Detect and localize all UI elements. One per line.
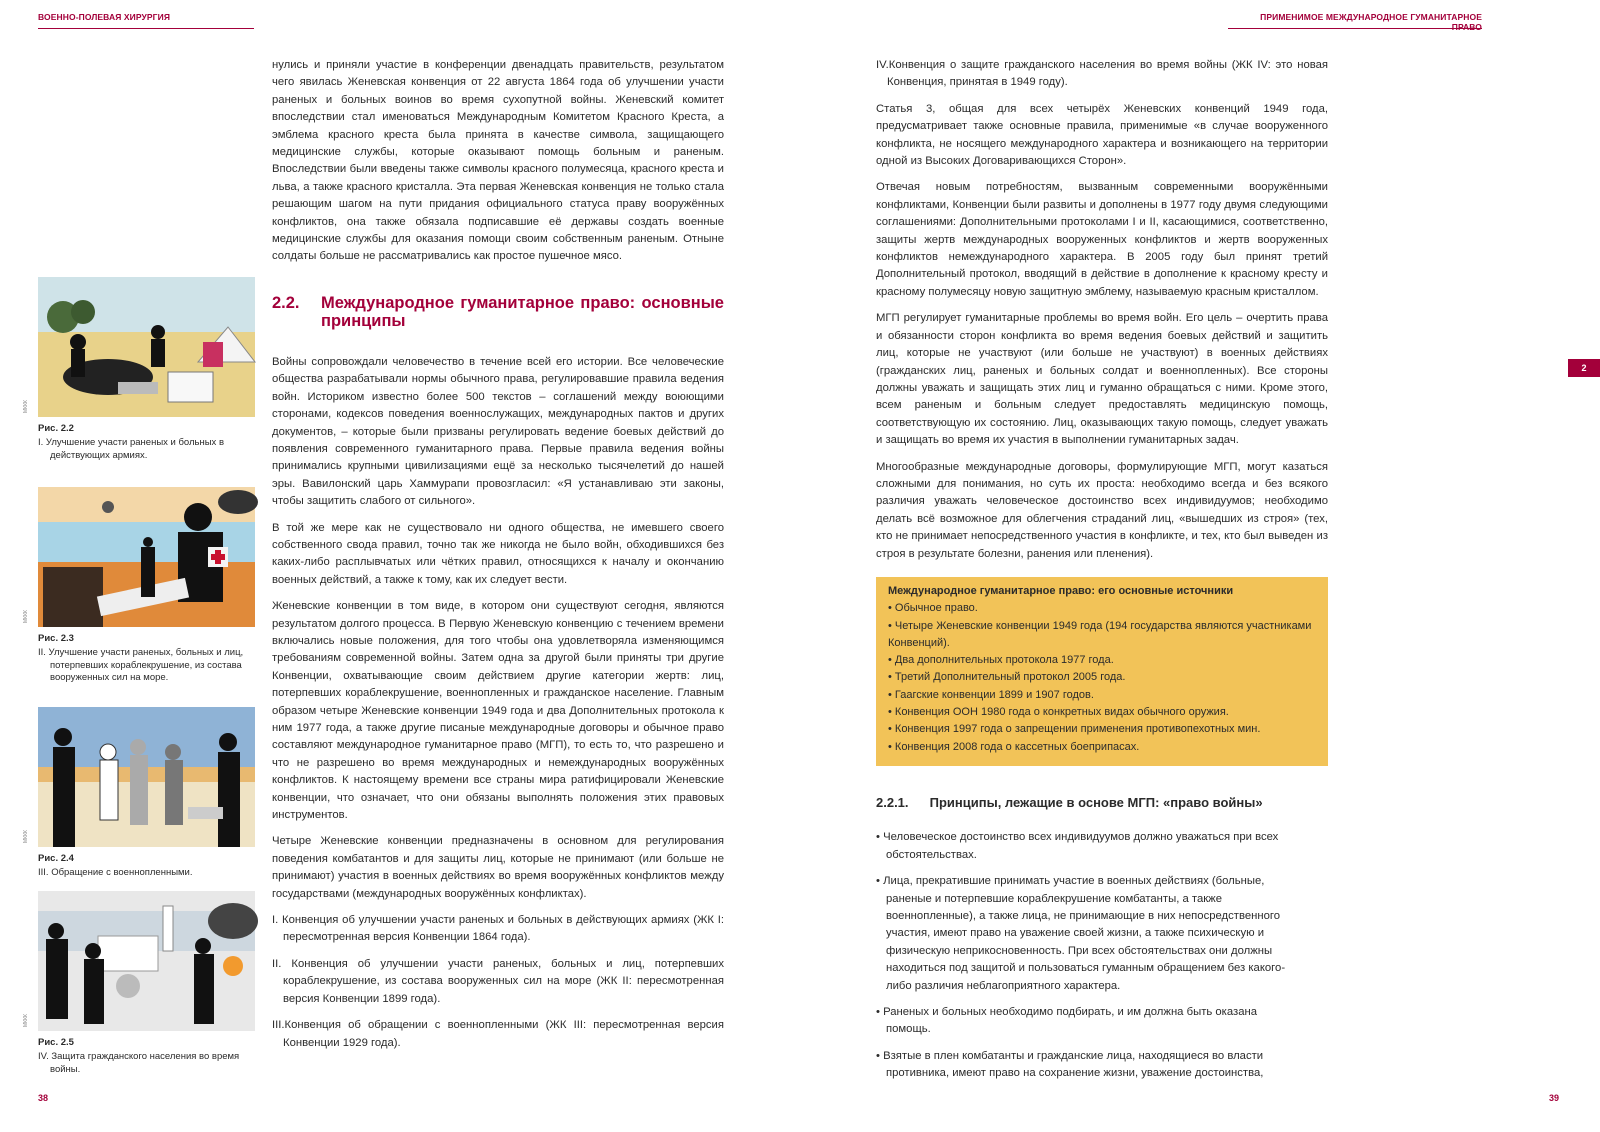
subsection-title: Принципы, лежащие в основе МГП: «право войны» bbox=[929, 794, 1263, 810]
subsection-number: 2.2.1. bbox=[876, 794, 909, 810]
section-title: Международное гуманитарное право: основные принципы bbox=[321, 293, 724, 330]
figure-image-wounded-in-field bbox=[23, 277, 255, 417]
sources-item: • Конвенция ООН 1980 года о конкретных видах обычного оружия. bbox=[888, 706, 1229, 719]
figure-label: Рис. 2.2 bbox=[38, 423, 74, 434]
right-page-body bbox=[876, 57, 1328, 1092]
paragraph: Женевские конвенции в том виде, в котором они существуют сегодня, являются результатом долгого процесса. В Первую Женевскую конвенцию с течением времени включались новые положения, для того чтобы она удовлетворяла изменяющимся требованиям современной войны. Затем одна за другой были приняты три другие Конвенции, охватывающие своим действием другие категории жертв: лиц, потерпевших кораблекрушение, военнопленных и гражданское население. Главным образом четыре Женевские конвенции 1949 года и два Дополнительных протокола к ним 1977 года, а также другие писаные международные договоры и обычное право составляют международное гуманитарное право (МГП), то есть то, что разрешено и что не разрешено во время международных и немеждународных вооружённых конфликтов. К настоящему времени все страны мира ратифицировали Женевские конвенции, что означает, что они обязаны выполнять положения этих правовых инструментов. bbox=[272, 600, 724, 822]
section-number: 2.2. bbox=[272, 293, 300, 312]
figure-label: Рис. 2.5 bbox=[38, 1037, 74, 1048]
figure-image-prisoners-of-war bbox=[23, 707, 255, 847]
paragraph: Четыре Женевские конвенции предназначены в основном для регулирования поведения комбатантов и для защиты лиц, которые не принимают (или больше не принимают) участия в военных действиях во время вооружённых конфликтов между государствами (международных вооружённых конфликтах). bbox=[272, 835, 724, 900]
sources-item: • Два дополнительных протокола 1977 года. bbox=[888, 654, 1114, 667]
paragraph: Отвечая новым потребностям, вызванным современными вооружёнными конфликтами, Конвенции были развиты и дополнены в 1977 году двумя следующими соглашениями: Дополнительными протоколами I и II, касающимися, соответственно, защиты жертв международных вооруженных конфликтов и жертв вооруженных конфликтов немеждународного характера. В 2005 году был принят третий Дополнительный протокол, вводящий в действие в дополнение к красному кресту и красному полумесяцу новую защитную эмблему, называемую красным кристаллом. bbox=[876, 181, 1328, 298]
chapter-tab: 2 bbox=[1568, 359, 1600, 377]
page-number-right: 39 bbox=[1549, 1093, 1560, 1103]
section-heading bbox=[272, 294, 724, 330]
paragraph: Войны сопровождали человечество в течение всей его истории. Все человеческие общества разрабатывали нормы обычного права, регулировавшие правила ведения войн. Историком известно более 500 текстов – соглашений между воюющими сторонами, кодексов поведения военнослужащих, международных пактов и других документов, – которые были призваны регулировать ведение боевых действий до появления современного гуманитарного права. Первые правила ведения войны принимались крупными цивилизациями ещё за несколько тысячелетий до нашей эры. Вавилонский царь Хаммурапи провозгласил: «Я устанавливаю эти законы, чтобы защитить слабого от сильного». bbox=[272, 355, 724, 508]
figure-caption: II. Улучшение участи раненых, больных и лиц, потерпевших кораблекрушение, из состава вооруженных сил на море. bbox=[38, 647, 244, 683]
figure-label: Рис. 2.4 bbox=[38, 853, 74, 864]
figure-image-shipwrecked bbox=[23, 487, 255, 627]
sources-item: • Обычное право. bbox=[888, 602, 978, 615]
figure-credit: МККК bbox=[23, 1014, 29, 1027]
convention-list-item: I. Конвенция об улучшении участи раненых и больных в действующих армиях (ЖК I: пересмотренная версия Конвенции 1864 года). bbox=[272, 914, 724, 944]
page-number-left: 38 bbox=[38, 1093, 49, 1103]
figure-2-4 bbox=[23, 707, 255, 880]
figure-2-3 bbox=[23, 487, 255, 685]
sources-box-title: Международное гуманитарное право: его основные источники bbox=[888, 584, 1234, 597]
figure-credit: МККК bbox=[23, 610, 29, 623]
convention-list-item: III.Конвенция об обращении с военнопленными (ЖК III: пересмотренная версия Конвенции 1929 года). bbox=[272, 1019, 724, 1049]
left-page-body bbox=[272, 57, 724, 1061]
sources-item: • Гаагские конвенции 1899 и 1907 годов. bbox=[888, 688, 1094, 701]
principle-bullet: • Взятые в плен комбатанты и гражданские лица, находящиеся во власти противника, имеют право на сохранение жизни, уважение достоинства, bbox=[876, 1049, 1264, 1080]
paragraph: МГП регулирует гуманитарные проблемы во время войн. Его цель – очертить права и обязанности сторон конфликта во время ведения боевых действий и защитить лиц, которые не участвуют (или больше не участвуют) в военных действиях (гражданских лиц, раненых и больных солдат и военнопленных). Все стороны должны уважать и защищать этих лиц и гуманно обращаться с ними. Кроме этого, всем раненым и больным следует предоставлять медицинскую помощь, соответствующую их состоянию. Лиц, оказывающих такую помощь, следует уважать и защищать во время их участия в выполнении гуманитарных задач. bbox=[876, 312, 1328, 447]
convention-list-item: IV.Конвенция о защите гражданского населения во время войны (ЖК IV: это новая Конвенция, принятая в 1949 году). bbox=[876, 59, 1328, 89]
figure-caption: I. Улучшение участи раненых и больных в действующих армиях. bbox=[38, 437, 224, 461]
principle-bullet: • Раненых и больных необходимо подбирать, и им должна быть оказана помощь. bbox=[876, 1006, 1258, 1036]
paragraph: нулись и приняли участие в конференции двенадцать правительств, результатом чего явилась Женевская конвенция от 22 августа 1864 года об улучшении участи раненых и больных воинов во время сухопутной войны. Женевский комитет впоследствии стал именоваться Международным Комитетом Красного Креста, а эмблема красного креста была принята в качестве символа, защищающего медицинские службы, которые оказывают помощь больным и раненым. Впоследствии были введены также символы красного полумесяца, красного креста и льва, а также красного кристалла. Эта первая Женевская конвенция не только стала решающим шагом на пути придания официального статуса праву вооружённых конфликтов, она также обязала подписавшие её державы создать военные медицинские службы для оказания помощи своим собственным раненым. Отныне солдаты больше не рассматривались как простое пушечное мясо. bbox=[272, 59, 724, 263]
figure-caption: IV. Защита гражданского населения во время войны. bbox=[38, 1051, 240, 1075]
figure-image-civilians bbox=[23, 891, 255, 1031]
running-header-right: ПРИМЕНИМОЕ МЕЖДУНАРОДНОЕ ГУМАНИТАРНОЕ ПРАВО bbox=[1228, 12, 1482, 29]
convention-list-item: II. Конвенция об улучшении участи раненых, больных и лиц, потерпевших кораблекрушение, из состава вооруженных сил на море (ЖК II: пересмотренная версия Конвенции 1899 года). bbox=[272, 957, 724, 1005]
figure-credit: МККК bbox=[23, 400, 29, 413]
sources-item: • Четыре Женевские конвенции 1949 года (194 государства являются участниками Конвенций). bbox=[888, 619, 1312, 649]
paragraph: Многообразные международные договоры, формулирующие МГП, могут казаться сложными для понимания, но суть их проста: необходимо всегда и без всякого различия уважать человеческое достоинство всех индивидуумов; необходимо делать всё возможное для облегчения страданий лиц, «вышедших из строя» (тех, кто не принимает непосредственного участия в конфликте, и тех, кто был выведен из строя в результате болезни, ранения или пленения). bbox=[876, 460, 1328, 560]
sources-item: • Конвенция 2008 года о кассетных боеприпасах. bbox=[888, 740, 1140, 753]
figure-caption: III. Обращение с военнопленными. bbox=[38, 867, 193, 878]
sources-item: • Третий Дополнительный протокол 2005 года. bbox=[888, 671, 1126, 684]
principle-bullet: • Лица, прекратившие принимать участие в военных действиях (больные, раненые и потерпевшие кораблекрушение комбатанты, а также военнопленные), а также лица, не принимающие в них непосредственного участия, имеют право на уважение своей жизни, а также психическую и физическую неприкосновенность. При всех обстоятельствах они должны находиться под защитой и пользоваться гуманным обращением без какого-либо различия неблагоприятного характера. bbox=[876, 875, 1286, 992]
sources-box bbox=[876, 577, 1328, 766]
sources-item: • Конвенция 1997 года о запрещении применения противопехотных мин. bbox=[888, 723, 1261, 736]
running-header-left: ВОЕННО-ПОЛЕВАЯ ХИРУРГИЯ bbox=[38, 12, 254, 29]
figure-label: Рис. 2.3 bbox=[38, 633, 74, 644]
figure-2-5 bbox=[23, 891, 255, 1076]
figure-2-2 bbox=[23, 277, 255, 462]
paragraph: Статья 3, общая для всех четырёх Женевских конвенций 1949 года, предусматривает также основные правила, применимые «в случае вооруженного конфликта, не носящего международного характера и возникающего на территории одной из Высоких Договаривающихся Сторон». bbox=[876, 102, 1328, 168]
subsection-heading bbox=[876, 794, 1328, 811]
figure-credit: МККК bbox=[23, 830, 29, 843]
paragraph: В той же мере как не существовало ни одного общества, не имевшего своего собственного свода правил, точно так же никогда не было войн, обходившихся без каких-либо расплывчатых или чётких правил, относящихся к началу и окончанию военных действий, а также к тому, как их следует вести. bbox=[272, 521, 724, 586]
principle-bullet: • Человеческое достоинство всех индивидуумов должно уважаться при всех обстоятельствах. bbox=[876, 831, 1279, 861]
